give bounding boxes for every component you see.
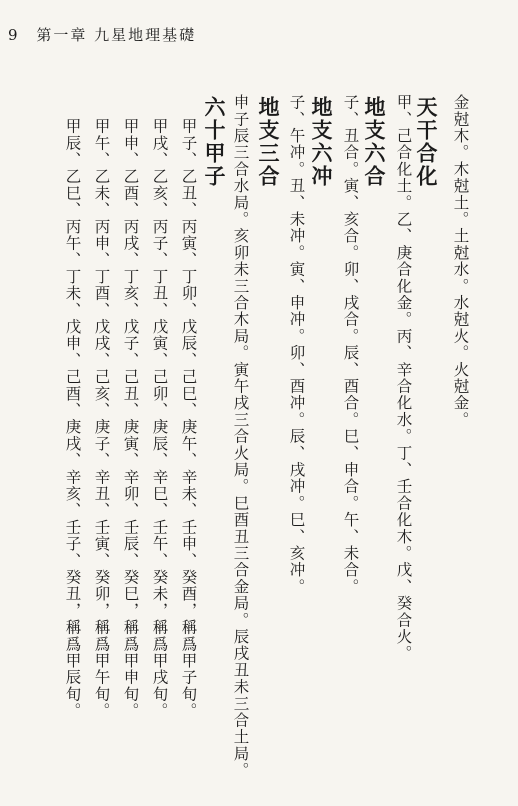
dizhi-liuchong-line: 子、午冲。丑、未冲。寅、申冲。卯、酉冲。辰、戌冲。巳、亥冲。 (287, 94, 306, 595)
jiazi-xun-line: 甲申、乙酉、丙戌、丁亥、戊子、己丑、庚寅、辛卯、壬辰、癸巳，稱爲甲申旬。 (121, 118, 140, 720)
dizhi-sanhe-line: 申子辰三合水局。亥卯未三合木局。寅午戌三合火局。巳酉丑三合金局。辰戌丑未三合土局。 (231, 94, 250, 779)
tiangan-he-line: 甲、己合化土。乙、庚合化金。丙、辛合化水。丁、壬合化木。戊、癸合火。 (394, 94, 413, 662)
heading-dizhi-sanhe: 地支三合 (256, 96, 281, 188)
chapter-title: 第一章 九星地理基礎 (36, 26, 197, 44)
jiazi-xun-line: 甲戌、乙亥、丙子、丁丑、戊寅、己卯、庚辰、辛巳、壬午、癸未，稱爲甲戌旬。 (150, 118, 169, 720)
ke-cycle-line: 金尅木。木尅土。土尅水。水尅火。火尅金。 (451, 94, 470, 428)
jiazi-xun-line: 甲辰、乙巳、丙午、丁未、戊申、己酉、庚戌、辛亥、壬子、癸丑，稱爲甲辰旬。 (63, 118, 82, 720)
heading-dizhi-liuchong: 地支六冲 (309, 96, 334, 188)
jiazi-xun-line: 甲午、乙未、丙申、丁酉、戊戌、己亥、庚子、辛丑、壬寅、癸卯，稱爲甲午旬。 (92, 118, 111, 720)
dizhi-liuhe-line: 子、丑合。寅、亥合。卯、戌合。辰、酉合。巳、申合。午、未合。 (341, 94, 360, 595)
running-header (8, 24, 196, 45)
heading-liushi-jiazi: 六十甲子 (202, 96, 227, 188)
heading-dizhi-liuhe: 地支六合 (362, 96, 387, 188)
heading-tiangan-he: 天干合化 (414, 96, 439, 188)
jiazi-xun-line: 甲子、乙丑、丙寅、丁卯、戊辰、己巳、庚午、辛未、壬申、癸酉，稱爲甲子旬。 (179, 118, 198, 720)
page-number: 9 (8, 26, 20, 44)
